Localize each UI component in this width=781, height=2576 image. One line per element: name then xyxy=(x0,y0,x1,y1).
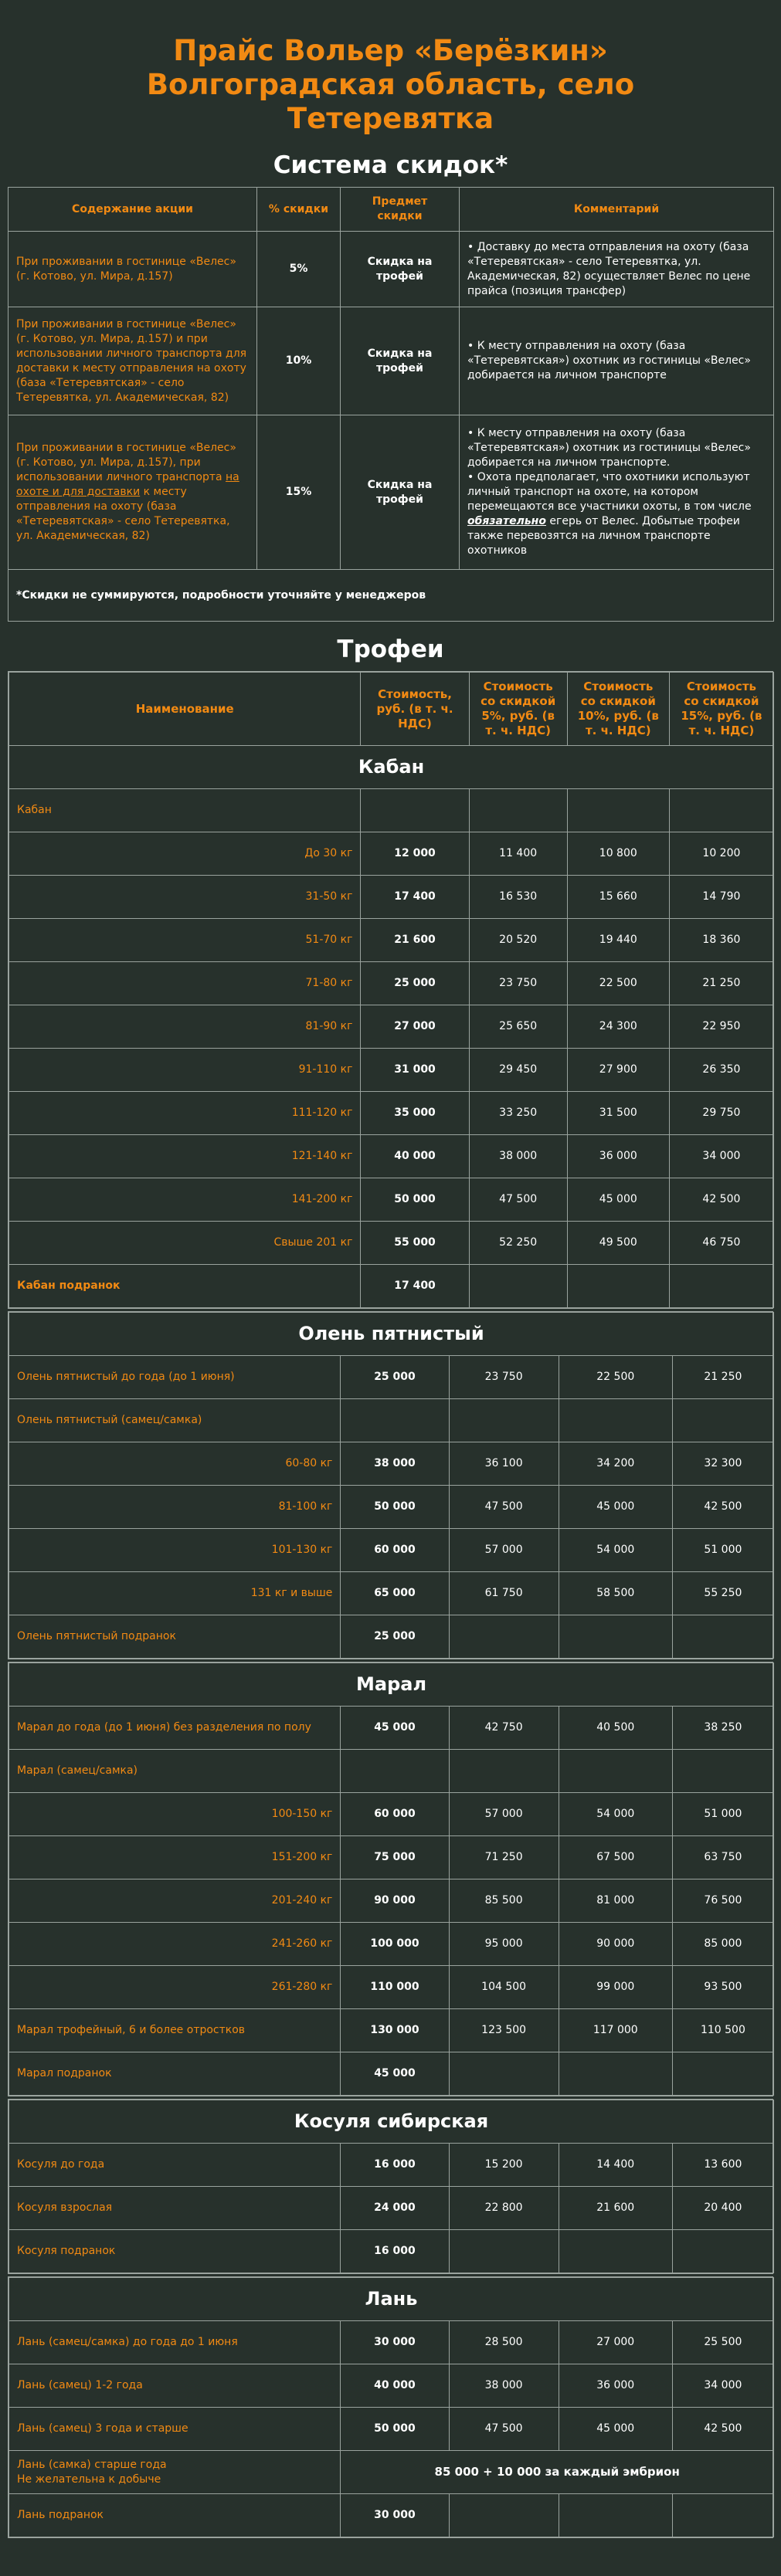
trophy-group-1 xyxy=(8,1311,773,1659)
trophy-price-discount-10: 19 440 xyxy=(567,919,669,962)
discount-condition: При проживании в гостинице «Велес» (г. Котово, ул. Мира, д.157) xyxy=(8,232,257,307)
trophy-price-discount-5: 104 500 xyxy=(449,1966,559,2009)
trophy-price: 50 000 xyxy=(341,2408,449,2451)
trophy-price-discount-5: 47 500 xyxy=(449,2408,559,2451)
col-header-subject: Предмет скидки xyxy=(341,188,460,232)
trophy-price-discount-15 xyxy=(672,2494,773,2537)
trophy-price-discount-10: 15 660 xyxy=(567,876,669,919)
trophy-name: 51-70 кг xyxy=(9,919,361,962)
trophy-price-discount-5: 20 520 xyxy=(469,919,567,962)
table-row xyxy=(9,1135,774,1178)
trophy-price-discount-5 xyxy=(449,2052,559,2096)
trophy-price: 55 000 xyxy=(361,1222,469,1265)
trophy-name: Лань (самец) 1-2 года xyxy=(9,2364,341,2408)
trophy-price-discount-5: 47 500 xyxy=(449,1486,559,1529)
trophy-price-discount-15 xyxy=(672,1615,773,1659)
trophy-price-discount-10: 10 800 xyxy=(567,832,669,876)
discount-subject: Скидка на трофей xyxy=(341,415,460,570)
discount-percent: 15% xyxy=(257,415,341,570)
table-row xyxy=(9,1529,774,1572)
trophy-price: 130 000 xyxy=(341,2009,449,2052)
table-row xyxy=(9,832,774,876)
trophy-price-discount-10: 117 000 xyxy=(559,2009,672,2052)
trophy-price-discount-15: 110 500 xyxy=(672,2009,773,2052)
trophy-price-discount-10 xyxy=(559,2494,672,2537)
trophy-name: 81-90 кг xyxy=(9,1005,361,1049)
trophy-name: Косуля взрослая xyxy=(9,2187,341,2230)
trophies-heading: Трофеи xyxy=(337,636,444,663)
trophy-price-discount-15: 85 000 xyxy=(672,1923,773,1966)
trophy-price-discount-10 xyxy=(567,1265,669,1308)
table-row xyxy=(9,1879,774,1923)
trophy-name: 101-130 кг xyxy=(9,1529,341,1572)
discounts-heading: Система скидок* xyxy=(273,151,508,179)
trophy-price-discount-5 xyxy=(449,2494,559,2537)
table-row xyxy=(9,2144,774,2187)
group-title: Марал xyxy=(9,1663,774,1707)
trophy-name: 111-120 кг xyxy=(9,1092,361,1135)
trophy-price xyxy=(361,789,469,832)
trophy-name: Лань подранок xyxy=(9,2494,341,2537)
trophy-price-discount-15: 46 750 xyxy=(669,1222,773,1265)
trophy-price-discount-10: 99 000 xyxy=(559,1966,672,2009)
trophy-price: 45 000 xyxy=(341,2052,449,2096)
table-row xyxy=(9,1265,774,1308)
trophy-price: 35 000 xyxy=(361,1092,469,1135)
trophy-price-discount-10: 24 300 xyxy=(567,1005,669,1049)
trophy-price: 65 000 xyxy=(341,1572,449,1615)
col-header-price: Стоимость, руб. (в т. ч. НДС) xyxy=(361,673,469,746)
trophy-price-discount-5: 42 750 xyxy=(449,1707,559,1750)
trophy-price: 60 000 xyxy=(341,1793,449,1836)
trophy-price-discount-15: 76 500 xyxy=(672,1879,773,1923)
trophy-group-0 xyxy=(8,671,773,1309)
discount-comment: • К месту отправления на охоту (база «Тетеревятская») охотник из гостиницы «Велес» добирается на личном транспорте. • Охота предполагает, что охотники используют личный транспорт на охоте, на котором перемещаются все участники охоты, в том числе обязательно егерь от Велес. Добытые трофеи также перевозятся на личном транспорте охотников xyxy=(460,415,774,570)
trophy-price-discount-15: 38 250 xyxy=(672,1707,773,1750)
table-row xyxy=(9,876,774,919)
trophies-header-row xyxy=(9,673,774,746)
trophy-name: Кабан xyxy=(9,789,361,832)
group-title: Косуля сибирская xyxy=(9,2100,774,2144)
trophy-price-discount-15: 21 250 xyxy=(672,1356,773,1399)
trophy-price: 40 000 xyxy=(361,1135,469,1178)
trophy-price-discount-15 xyxy=(669,1265,773,1308)
trophy-price-discount-15: 42 500 xyxy=(669,1178,773,1222)
trophy-price-discount-10: 31 500 xyxy=(567,1092,669,1135)
col-header-discount-10: Стоимость со скидкой 10%, руб. (в т. ч. НДС) xyxy=(567,673,669,746)
trophy-price-discount-10 xyxy=(559,1615,672,1659)
trophy-price: 25 000 xyxy=(341,1615,449,1659)
trophy-price-discount-15: 34 000 xyxy=(672,2364,773,2408)
trophy-price: 31 000 xyxy=(361,1049,469,1092)
table-row xyxy=(9,2230,774,2273)
trophy-price: 40 000 xyxy=(341,2364,449,2408)
trophy-name: 81-100 кг xyxy=(9,1486,341,1529)
trophy-price-discount-15: 10 200 xyxy=(669,832,773,876)
trophy-name: Лань (самец/самка) до года до 1 июня xyxy=(9,2321,341,2364)
price-page xyxy=(8,0,773,2554)
trophy-price: 25 000 xyxy=(341,1356,449,1399)
trophy-price-discount-10: 27 900 xyxy=(567,1049,669,1092)
trophy-name: Лань (самец) 3 года и старше xyxy=(9,2408,341,2451)
col-header-percent: % скидки xyxy=(257,188,341,232)
trophy-price-discount-15 xyxy=(672,1750,773,1793)
trophy-price-discount-10: 81 000 xyxy=(559,1879,672,1923)
trophy-price-discount-10 xyxy=(559,2230,672,2273)
trophy-price-discount-5 xyxy=(449,2230,559,2273)
trophy-price-discount-10: 54 000 xyxy=(559,1529,672,1572)
table-row xyxy=(9,2364,774,2408)
table-row xyxy=(9,1442,774,1486)
trophy-price: 25 000 xyxy=(361,962,469,1005)
table-row xyxy=(9,919,774,962)
trophy-price: 100 000 xyxy=(341,1923,449,1966)
trophy-price-discount-5: 11 400 xyxy=(469,832,567,876)
trophy-price-discount-10: 54 000 xyxy=(559,1793,672,1836)
group-title: Кабан xyxy=(9,746,774,789)
trophy-name: 261-280 кг xyxy=(9,1966,341,2009)
trophy-price-discount-5: 29 450 xyxy=(469,1049,567,1092)
trophy-name: Косуля до года xyxy=(9,2144,341,2187)
discounts-note: *Скидки не суммируются, подробности уточняйте у менеджеров xyxy=(8,570,774,622)
trophy-price: 50 000 xyxy=(341,1486,449,1529)
discount-row xyxy=(8,307,774,415)
trophy-name: 151-200 кг xyxy=(9,1836,341,1879)
trophy-price-discount-5 xyxy=(469,1265,567,1308)
trophy-price: 30 000 xyxy=(341,2494,449,2537)
trophy-price-discount-5 xyxy=(469,789,567,832)
trophy-price: 110 000 xyxy=(341,1966,449,2009)
trophy-price-discount-15: 22 950 xyxy=(669,1005,773,1049)
discount-percent: 5% xyxy=(257,232,341,307)
trophy-name: 241-260 кг xyxy=(9,1923,341,1966)
trophy-price-discount-10: 49 500 xyxy=(567,1222,669,1265)
trophy-name: Косуля подранок xyxy=(9,2230,341,2273)
trophy-name: Лань (самка) старше года Не желательна к добыче xyxy=(9,2451,341,2494)
trophy-price: 24 000 xyxy=(341,2187,449,2230)
col-header-condition: Содержание акции xyxy=(8,188,257,232)
trophies-table xyxy=(8,671,773,2538)
trophy-price-discount-15: 32 300 xyxy=(672,1442,773,1486)
trophy-price-discount-15: 51 000 xyxy=(672,1793,773,1836)
trophy-name: Марал (самец/самка) xyxy=(9,1750,341,1793)
table-row xyxy=(9,2494,774,2537)
discount-comment: • Доставку до места отправления на охоту (база «Тетеревятская» - село Тетеревятка, ул. Академическая, 82) осуществляет Велес по цене прайса (позиция трансфер) xyxy=(460,232,774,307)
trophy-price-discount-15: 20 400 xyxy=(672,2187,773,2230)
table-row xyxy=(9,1005,774,1049)
discounts-note-row xyxy=(8,570,774,622)
trophy-price: 45 000 xyxy=(341,1707,449,1750)
trophy-name: 60-80 кг xyxy=(9,1442,341,1486)
trophy-name: Олень пятнистый до года (до 1 июня) xyxy=(9,1356,341,1399)
trophy-price-discount-5: 36 100 xyxy=(449,1442,559,1486)
table-row xyxy=(9,1836,774,1879)
trophy-price-discount-5: 15 200 xyxy=(449,2144,559,2187)
trophy-group-2 xyxy=(8,1662,773,2096)
trophy-price-discount-5: 25 650 xyxy=(469,1005,567,1049)
discount-condition: При проживании в гостинице «Велес» (г. Котово, ул. Мира, д.157), при использовании личного транспорта на охоте и для доставки к месту отправления на охоту (база «Тетеревятская» - село Тетеревятка, ул. Академическая, 82) xyxy=(8,415,257,570)
trophy-price-discount-10: 21 600 xyxy=(559,2187,672,2230)
trophy-name: Марал подранок xyxy=(9,2052,341,2096)
trophy-name: Кабан подранок xyxy=(9,1265,361,1308)
trophy-price-discount-15: 14 790 xyxy=(669,876,773,919)
trophy-price-discount-10 xyxy=(559,1750,672,1793)
trophy-name: 91-110 кг xyxy=(9,1049,361,1092)
discount-row xyxy=(8,232,774,307)
trophy-price-discount-10: 36 000 xyxy=(559,2364,672,2408)
discount-percent: 10% xyxy=(257,307,341,415)
trophy-price-discount-5: 52 250 xyxy=(469,1222,567,1265)
trophy-price-discount-5: 33 250 xyxy=(469,1092,567,1135)
table-row xyxy=(9,1572,774,1615)
trophy-price: 50 000 xyxy=(361,1178,469,1222)
trophy-price-discount-5: 123 500 xyxy=(449,2009,559,2052)
trophy-price-discount-10 xyxy=(559,2052,672,2096)
trophy-price: 12 000 xyxy=(361,832,469,876)
table-row xyxy=(9,2009,774,2052)
discount-condition: При проживании в гостинице «Велес» (г. Котово, ул. Мира, д.157) и при использовании личного транспорта для доставки к месту отправления на охоту (база «Тетеревятская» - село Тетеревятка, ул. Академическая, 82) xyxy=(8,307,257,415)
trophy-price-discount-15: 42 500 xyxy=(672,2408,773,2451)
trophy-price-discount-15: 18 360 xyxy=(669,919,773,962)
table-row xyxy=(9,962,774,1005)
trophy-price-discount-5: 85 500 xyxy=(449,1879,559,1923)
page-title: Прайс Вольер «Берёзкин» Волгоградская область, село Тетеревятка xyxy=(146,34,635,135)
trophy-name: Олень пятнистый (самец/самка) xyxy=(9,1399,341,1442)
trophy-price-discount-15 xyxy=(672,2052,773,2096)
trophy-price-merged: 85 000 + 10 000 за каждый эмбрион xyxy=(341,2451,774,2494)
trophy-name: Марал трофейный, 6 и более отростков xyxy=(9,2009,341,2052)
trophy-price: 17 400 xyxy=(361,1265,469,1308)
trophy-price-discount-10: 36 000 xyxy=(567,1135,669,1178)
group-title: Олень пятнистый xyxy=(9,1313,774,1356)
trophy-name: Марал до года (до 1 июня) без разделения по полу xyxy=(9,1707,341,1750)
col-header-comment: Комментарий xyxy=(460,188,774,232)
trophy-price-discount-5: 57 000 xyxy=(449,1793,559,1836)
trophy-price-discount-5 xyxy=(449,1615,559,1659)
trophy-price-discount-15: 26 350 xyxy=(669,1049,773,1092)
table-row xyxy=(9,2321,774,2364)
trophy-price-discount-5: 47 500 xyxy=(469,1178,567,1222)
table-row xyxy=(9,1615,774,1659)
trophy-price-discount-10: 58 500 xyxy=(559,1572,672,1615)
group-title: Лань xyxy=(9,2278,774,2321)
trophy-price: 21 600 xyxy=(361,919,469,962)
trophy-price: 16 000 xyxy=(341,2144,449,2187)
trophy-price-discount-15: 25 500 xyxy=(672,2321,773,2364)
table-row xyxy=(9,2451,774,2494)
trophy-price-discount-5: 16 530 xyxy=(469,876,567,919)
trophy-name: 100-150 кг xyxy=(9,1793,341,1836)
trophy-price-discount-10: 27 000 xyxy=(559,2321,672,2364)
table-row xyxy=(9,1707,774,1750)
table-row xyxy=(9,1092,774,1135)
trophy-price-discount-15: 29 750 xyxy=(669,1092,773,1135)
trophy-group-3 xyxy=(8,2099,773,2274)
discount-comment: • К месту отправления на охоту (база «Тетеревятская») охотник из гостиницы «Велес» добирается на личном транспорте xyxy=(460,307,774,415)
trophy-price-discount-10: 45 000 xyxy=(559,1486,672,1529)
trophy-price-discount-15: 55 250 xyxy=(672,1572,773,1615)
trophy-name: 31-50 кг xyxy=(9,876,361,919)
trophy-name: 201-240 кг xyxy=(9,1879,341,1923)
trophy-price-discount-5: 71 250 xyxy=(449,1836,559,1879)
trophy-price-discount-10 xyxy=(567,789,669,832)
trophy-price-discount-5: 95 000 xyxy=(449,1923,559,1966)
trophy-name: 121-140 кг xyxy=(9,1135,361,1178)
trophy-price-discount-10: 40 500 xyxy=(559,1707,672,1750)
trophy-price-discount-5: 57 000 xyxy=(449,1529,559,1572)
discount-subject: Скидка на трофей xyxy=(341,232,460,307)
trophy-name: До 30 кг xyxy=(9,832,361,876)
trophy-price-discount-5 xyxy=(449,1399,559,1442)
trophy-price: 75 000 xyxy=(341,1836,449,1879)
trophy-price-discount-15: 42 500 xyxy=(672,1486,773,1529)
trophy-price-discount-10: 14 400 xyxy=(559,2144,672,2187)
trophy-price-discount-5: 38 000 xyxy=(449,2364,559,2408)
discount-row xyxy=(8,415,774,570)
table-row xyxy=(9,1923,774,1966)
trophy-price-discount-15: 93 500 xyxy=(672,1966,773,2009)
col-header-name: Наименование xyxy=(9,673,361,746)
trophy-name: Олень пятнистый подранок xyxy=(9,1615,341,1659)
trophy-price: 30 000 xyxy=(341,2321,449,2364)
trophy-price-discount-5: 23 750 xyxy=(449,1356,559,1399)
trophy-price-discount-15 xyxy=(672,2230,773,2273)
trophy-name: 141-200 кг xyxy=(9,1178,361,1222)
trophy-price-discount-15: 51 000 xyxy=(672,1529,773,1572)
trophy-price-discount-10: 90 000 xyxy=(559,1923,672,1966)
trophy-price-discount-15: 63 750 xyxy=(672,1836,773,1879)
table-row xyxy=(9,2052,774,2096)
table-row xyxy=(9,789,774,832)
col-header-discount-15: Стоимость со скидкой 15%, руб. (в т. ч. НДС) xyxy=(669,673,773,746)
table-row xyxy=(9,2187,774,2230)
trophy-price: 90 000 xyxy=(341,1879,449,1923)
table-row xyxy=(9,1356,774,1399)
trophy-price-discount-10: 67 500 xyxy=(559,1836,672,1879)
trophy-price: 38 000 xyxy=(341,1442,449,1486)
trophy-price-discount-15: 34 000 xyxy=(669,1135,773,1178)
table-row xyxy=(9,1966,774,2009)
table-row xyxy=(9,1793,774,1836)
trophy-price: 60 000 xyxy=(341,1529,449,1572)
trophy-price xyxy=(341,1750,449,1793)
trophy-price xyxy=(341,1399,449,1442)
discount-subject: Скидка на трофей xyxy=(341,307,460,415)
trophy-price-discount-5: 23 750 xyxy=(469,962,567,1005)
trophy-price-discount-10: 22 500 xyxy=(559,1356,672,1399)
trophy-price-discount-5 xyxy=(449,1750,559,1793)
table-row xyxy=(9,1049,774,1092)
trophy-price-discount-15 xyxy=(672,1399,773,1442)
trophy-price-discount-15: 21 250 xyxy=(669,962,773,1005)
trophy-price-discount-10: 45 000 xyxy=(559,2408,672,2451)
discounts-header-row xyxy=(8,188,774,232)
table-row xyxy=(9,1222,774,1265)
trophy-price-discount-5: 22 800 xyxy=(449,2187,559,2230)
table-row xyxy=(9,1399,774,1442)
table-row xyxy=(9,1750,774,1793)
trophy-price-discount-10 xyxy=(559,1399,672,1442)
trophy-price-discount-5: 38 000 xyxy=(469,1135,567,1178)
trophy-group-4 xyxy=(8,2276,773,2538)
trophy-name: Свыше 201 кг xyxy=(9,1222,361,1265)
trophy-price-discount-5: 28 500 xyxy=(449,2321,559,2364)
trophy-name: 71-80 кг xyxy=(9,962,361,1005)
trophy-price: 27 000 xyxy=(361,1005,469,1049)
trophy-price-discount-10: 22 500 xyxy=(567,962,669,1005)
col-header-discount-5: Стоимость со скидкой 5%, руб. (в т. ч. НДС) xyxy=(469,673,567,746)
table-row xyxy=(9,1178,774,1222)
trophy-price-discount-15 xyxy=(669,789,773,832)
trophy-price: 17 400 xyxy=(361,876,469,919)
table-row xyxy=(9,2408,774,2451)
trophy-price: 16 000 xyxy=(341,2230,449,2273)
trophy-price-discount-10: 45 000 xyxy=(567,1178,669,1222)
trophy-price-discount-10: 34 200 xyxy=(559,1442,672,1486)
trophy-price-discount-5: 61 750 xyxy=(449,1572,559,1615)
trophy-name: 131 кг и выше xyxy=(9,1572,341,1615)
table-row xyxy=(9,1486,774,1529)
trophy-price-discount-15: 13 600 xyxy=(672,2144,773,2187)
discounts-table xyxy=(8,187,774,622)
